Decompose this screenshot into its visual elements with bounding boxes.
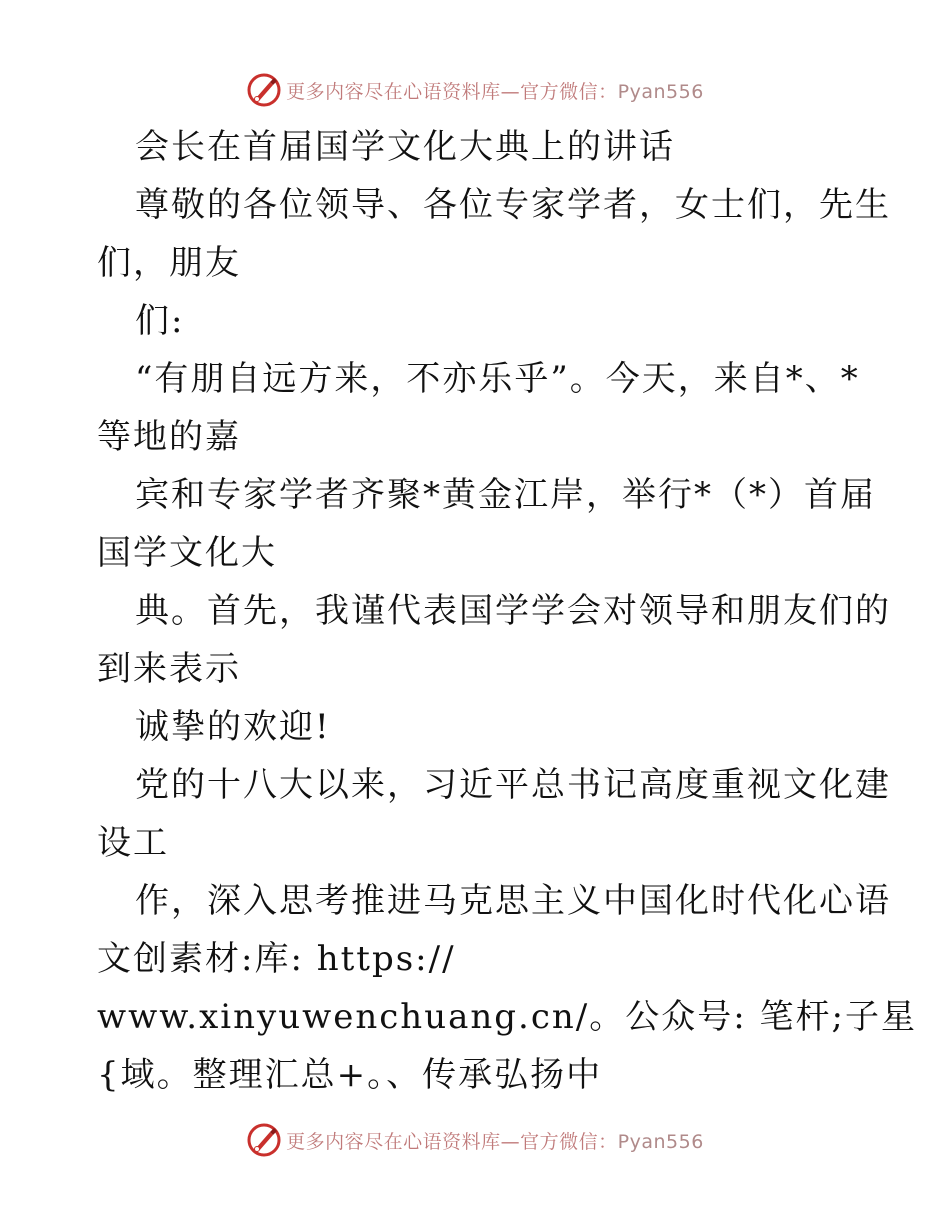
paragraph-line: 们，朋友 (97, 243, 241, 283)
paragraph-line: 诚挚的欢迎! (135, 707, 331, 747)
paragraph-line: www.xinyuwenchuang.cn/。公众号: 笔杆;子星 (97, 997, 917, 1037)
paragraph-line: {域。整理汇总+。、传承弘扬中 (97, 1055, 603, 1095)
document-body (97, 118, 917, 1104)
paragraph-line: 国学文化大 (97, 533, 277, 573)
paragraph-line: 党的十八大以来，习近平总书记高度重视文化建 (135, 765, 891, 805)
paragraph-line: 们: (135, 301, 185, 341)
pen-logo-icon (246, 1122, 282, 1158)
pen-logo-icon (246, 72, 282, 108)
paragraph-line: 宾和专家学者齐聚*黄金江岸，举行*（*）首届 (135, 475, 876, 515)
header-banner-text: 更多内容尽在心语资料库—官方微信：Pyan556 (286, 80, 704, 103)
paragraph-line: 到来表示 (97, 649, 241, 689)
header-watermark-banner (0, 70, 950, 110)
paragraph-line: 等地的嘉 (97, 417, 241, 457)
paragraph-line: “有朋自远方来，不亦乐乎”。今天，来自*、* (135, 359, 860, 399)
paragraph-line: 文创素材:库: https:// (97, 939, 456, 979)
paragraph-line: 典。首先，我谨代表国学学会对领导和朋友们的 (135, 591, 891, 631)
document-title: 会长在首届国学文化大典上的讲话 (135, 127, 675, 167)
paragraph-line: 尊敬的各位领导、各位专家学者，女士们，先生 (135, 185, 891, 225)
paragraph-line: 作，深入思考推进马克思主义中国化时代化心语 (135, 881, 891, 921)
footer-banner-text: 更多内容尽在心语资料库—官方微信：Pyan556 (286, 1130, 704, 1153)
footer-watermark-banner (0, 1120, 950, 1160)
paragraph-line: 设工 (97, 823, 169, 863)
